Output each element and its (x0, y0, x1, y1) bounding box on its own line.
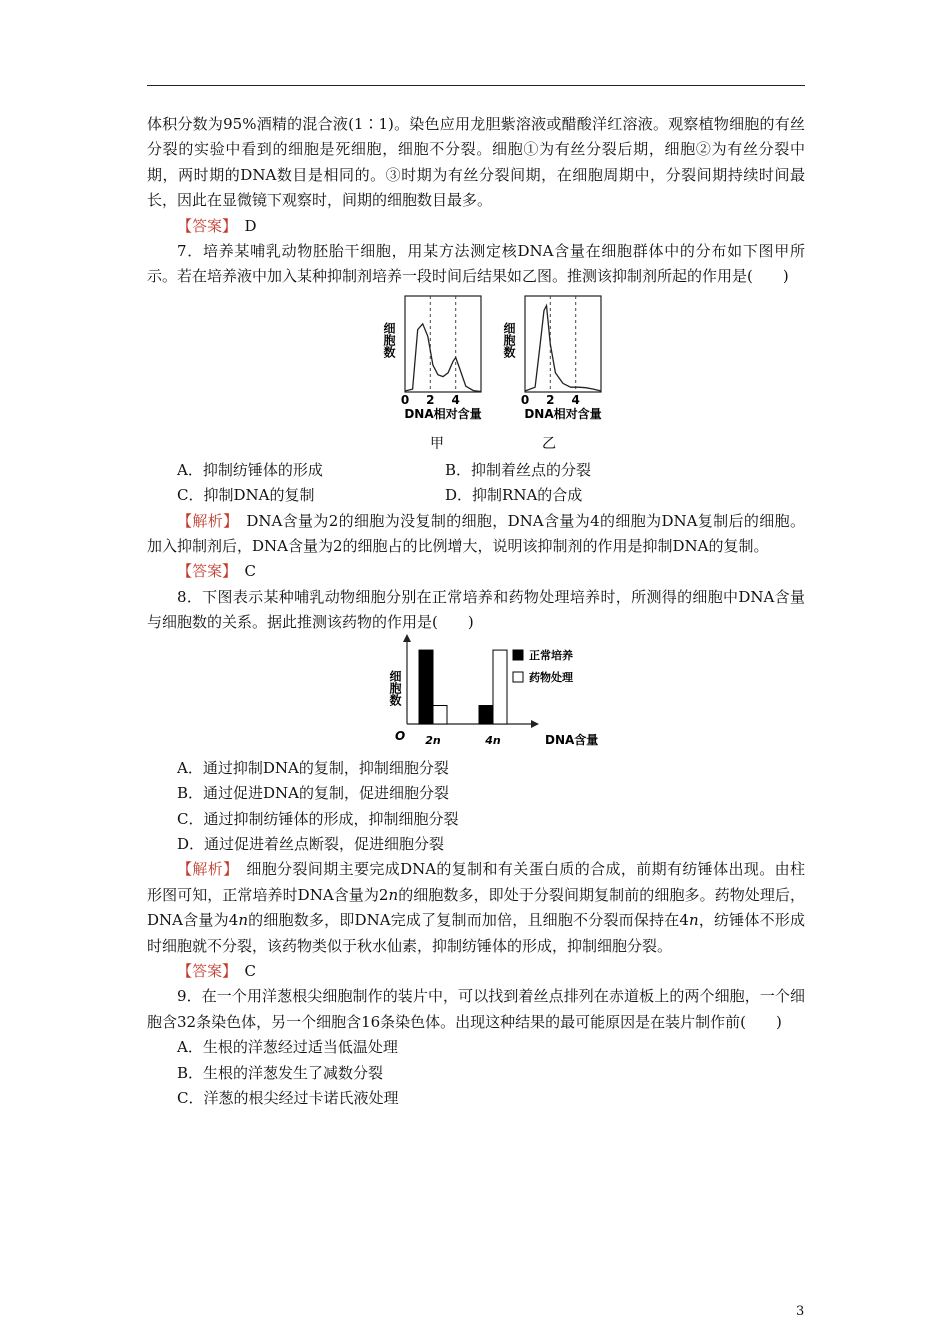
q7-analysis (147, 509, 805, 560)
q8-analysis-part4: ，纺锤体不形成时细胞就不分裂，该药物类似于秋水仙素，抑制纺锤体的形成，抑制细胞分裂。 (147, 911, 806, 955)
italic-n: n (388, 885, 399, 904)
answer-value: C (244, 961, 257, 980)
header-rule (147, 85, 805, 86)
chart-jia-ylabel: 细胞数 (382, 321, 396, 358)
q7-option-c: C．抑制DNA的复制 (177, 486, 315, 505)
chart-jia-curve (405, 324, 481, 392)
q6-analysis-cont: 体积分数为95%酒精的混合液(1∶1)。染色应用龙胆紫溶液或醋酸洋红溶液。观察植物细胞的有丝分裂的实验中看到的细胞是死细胞，细胞不分裂。细胞①为有丝分裂后期，细胞②为有丝分裂中期，两时期的DNA数目是相同的。③时期为有丝分裂间期，在细胞周期中，分裂间期持续时间最长，因此在显微镜下观察时，间期的细胞数目最多。 (147, 115, 805, 210)
italic-n: n (238, 911, 248, 930)
legend-swatch-drug (513, 672, 523, 682)
q9-option-a: A．生根的洋葱经过适当低温处理 (177, 1038, 398, 1057)
bar-chart-origin: O (395, 728, 406, 743)
q7-figure (147, 290, 805, 452)
italic-n: n (688, 911, 699, 930)
q7-analysis-text: DNA含量为2的细胞为没复制的细胞，DNA含量为4的细胞为DNA复制后的细胞。加入抑制剂后，DNA含量为2的细胞占的比例增大，说明该抑制剂的作用是抑制DNA的复制。 (147, 511, 805, 556)
answer-value: D (244, 216, 257, 235)
chart-yi-curve (525, 305, 601, 390)
q8-stem: 8．下图表示某种哺乳动物细胞分别在正常培养和药物处理培养时，所测得的细胞中DNA含量与细胞数的关系。据此推测该药物的作用是( ) (147, 587, 805, 632)
chart-jia-tick-4: 4 (451, 392, 460, 407)
q7-option-a: A．抑制纺锤体的形成 (177, 460, 323, 479)
answer-tag: 【答案】 (177, 216, 230, 235)
q7-option-b: B．抑制着丝点的分裂 (445, 460, 592, 479)
answer-tag: 【答案】 (177, 562, 230, 581)
chart-jia-tick-0: 0 (400, 392, 410, 407)
legend-swatch-normal (513, 650, 523, 660)
chart-yi (502, 296, 602, 452)
chart-yi-tick-0: 0 (520, 392, 530, 407)
q8-answer (147, 959, 805, 984)
q8-analysis-part3: 的细胞数多，即DNA完成了复制而加倍，且细胞不分裂而保持在4 (247, 911, 689, 930)
q9-option-c: C．洋葱的根尖经过卡诺氏液处理 (177, 1088, 399, 1107)
chart-jia-caption: 甲 (430, 435, 444, 452)
chart-yi-xlabel: DNA相对含量 (524, 406, 602, 421)
q6-answer (147, 214, 805, 239)
bar-chart-xlabel: DNA含量 (545, 732, 599, 747)
q9-stem: 9．在一个用洋葱根尖细胞制作的装片中，可以找到着丝点排列在赤道板上的两个细胞，一个细胞含32条染色体，另一个细胞含16条染色体。出现这种结果的最可能原因是在装片制作前( ) (147, 987, 805, 1031)
analysis-tag: 【解析】 (177, 860, 231, 879)
q8-figure (147, 636, 805, 756)
q8-option-c: C．通过抑制纺锤体的形成，抑制细胞分裂 (177, 809, 459, 828)
page-content (147, 112, 805, 1111)
q8-analysis-part2: 的细胞数多，即处于分裂间期复制前的细胞多。药物处理后，DNA含量为4 (147, 885, 805, 930)
legend-label-normal: 正常培养 (529, 648, 573, 662)
q7-answer (147, 559, 805, 584)
answer-tag: 【答案】 (177, 961, 230, 980)
q8-option-d: D．通过促进着丝点断裂，促进细胞分裂 (177, 834, 445, 853)
chart-yi-tick-2: 2 (546, 392, 555, 407)
q7-options-row1 (147, 458, 805, 483)
q8-analysis (147, 857, 805, 959)
chart-yi-caption: 乙 (542, 435, 556, 452)
q7-stem: 7．培养某哺乳动物胚胎干细胞，用某方法测定核DNA含量在细胞群体中的分布如下图甲所示。若在培养液中加入某种抑制剂培养一段时间后结果如乙图。推测该抑制剂所起的作用是( ) (147, 242, 805, 286)
q8-option-b: B．通过促进DNA的复制，促进细胞分裂 (177, 784, 450, 803)
analysis-tag: 【解析】 (177, 511, 231, 530)
answer-value: C (244, 562, 257, 581)
bar-chart-cat-2n: 2n (425, 733, 441, 747)
q7-options-row2 (147, 483, 805, 508)
q8-option-a: A．通过抑制DNA的复制，抑制细胞分裂 (177, 758, 449, 777)
bar-chart-x-arrow (531, 720, 539, 728)
chart-jia (382, 296, 482, 452)
q7-charts (147, 290, 805, 452)
bar-2n-normal (419, 650, 433, 724)
legend-label-drug: 药物处理 (529, 670, 573, 684)
chart-jia-xlabel: DNA相对含量 (404, 406, 482, 421)
chart-yi-ylabel: 细胞数 (502, 321, 516, 358)
q9-option-b: B．生根的洋葱发生了减数分裂 (177, 1063, 384, 1082)
bar-2n-drug (433, 705, 447, 723)
chart-yi-tick-4: 4 (571, 392, 580, 407)
bar-4n-drug (493, 650, 507, 724)
bar-chart-y-arrow (403, 634, 411, 642)
page-number: 3 (796, 1304, 805, 1319)
q8-analysis-part1: 细胞分裂间期主要完成DNA的复制和有关蛋白质的合成，前期有纺锤体出现。由柱形图可知，正常培养时DNA含量为2 (147, 860, 805, 904)
bar-chart-cat-4n: 4n (485, 733, 501, 747)
bar-chart-ylabel: 细胞数 (388, 669, 402, 706)
bar-4n-normal (479, 705, 493, 723)
chart-jia-tick-2: 2 (426, 392, 435, 407)
q8-chart (147, 636, 805, 756)
q7-option-d: D．抑制RNA的合成 (445, 486, 583, 505)
